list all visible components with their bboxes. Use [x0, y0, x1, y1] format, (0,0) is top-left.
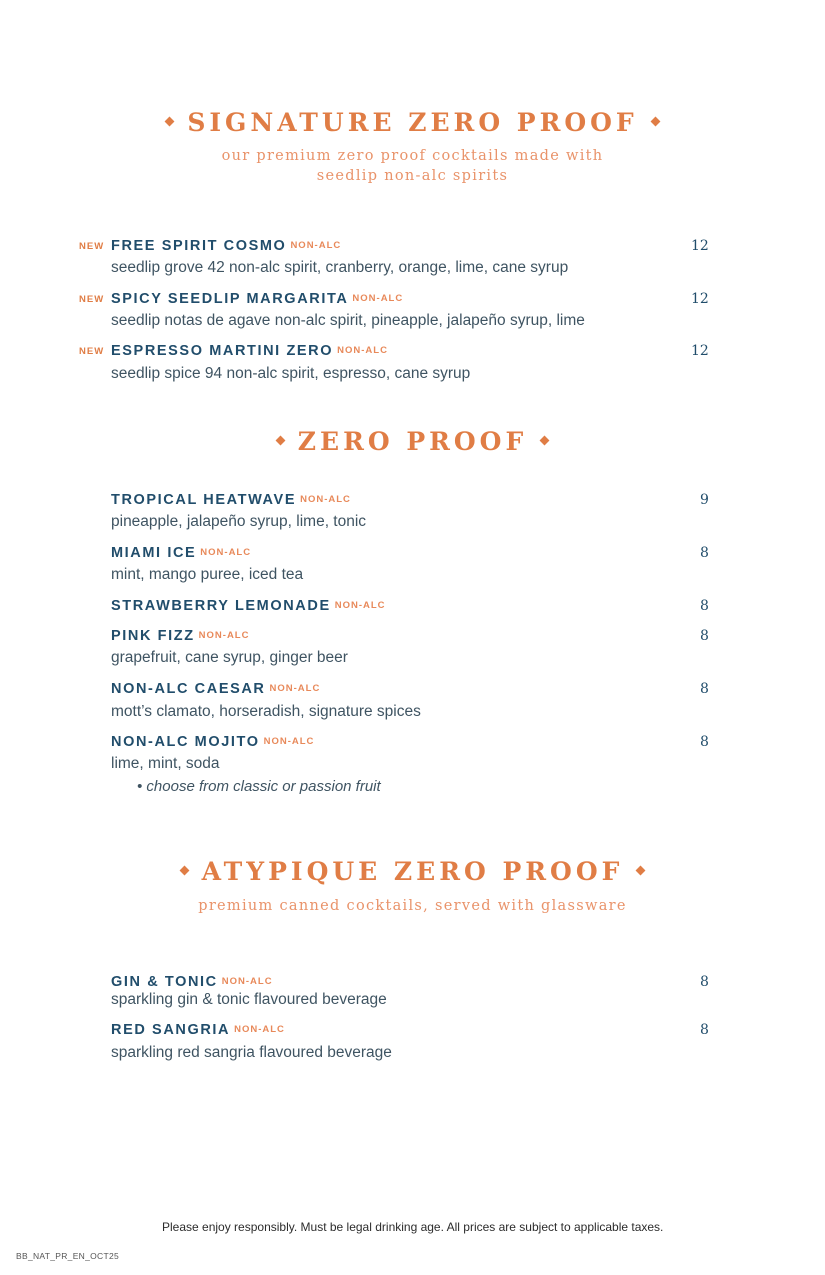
item-name [111, 1022, 285, 1038]
item-name [111, 598, 386, 614]
item-price: 9 [700, 492, 709, 508]
non-alc-tag: NON-ALC [352, 293, 404, 304]
item-name-text: TROPICAL HEATWAVE [111, 492, 297, 508]
item-name-text: FREE SPIRIT COSMO [111, 238, 287, 254]
diamond-icon [165, 117, 175, 127]
item-name [111, 734, 314, 750]
item-description: lime, mint, soda [111, 755, 220, 772]
section-title-signature [0, 108, 825, 137]
item-price: 12 [691, 291, 709, 307]
non-alc-tag: NON-ALC [300, 494, 351, 505]
item-name-text: PINK FIZZ [111, 628, 195, 644]
new-badge: NEW [79, 294, 105, 305]
item-description: mott’s clamato, horseradish, signature spices [111, 703, 421, 720]
item-name-text: STRAWBERRY LEMONADE [111, 598, 331, 614]
non-alc-tag: NON-ALC [269, 683, 321, 694]
new-badge: NEW [79, 346, 105, 357]
item-name-text: GIN & TONIC [111, 974, 218, 990]
item-price: 8 [700, 1022, 709, 1038]
non-alc-tag: NON-ALC [198, 630, 250, 641]
item-name-text: ESPRESSO MARTINI ZERO [111, 343, 334, 359]
item-name-text: RED SANGRIA [111, 1022, 231, 1038]
item-price: 8 [700, 628, 709, 644]
non-alc-tag: NON-ALC [337, 345, 388, 356]
item-name [111, 291, 403, 307]
section-title-text: ZERO PROOF [297, 427, 528, 456]
item-description: pineapple, jalapeño syrup, lime, tonic [111, 513, 367, 530]
item-name [111, 545, 251, 561]
subtitle-line: premium canned cocktails, served with glassware [198, 898, 627, 914]
subtitle-line: seedlip non-alc spirits [316, 168, 509, 184]
item-price: 12 [691, 238, 709, 254]
item-name-text: MIAMI ICE [111, 545, 197, 561]
non-alc-tag: NON-ALC [221, 976, 273, 987]
item-price: 12 [691, 343, 709, 359]
item-description: seedlip notas de agave non-alc spirit, pineapple, jalapeño syrup, lime [111, 312, 585, 329]
item-description: sparkling gin & tonic flavoured beverage [111, 991, 387, 1008]
section-subtitle-signature [0, 146, 825, 186]
section-title-zero-proof [0, 427, 825, 456]
new-badge: NEW [79, 241, 105, 252]
item-description: sparkling red sangria flavoured beverage [111, 1044, 392, 1061]
item-price: 8 [700, 545, 709, 561]
item-name-text: NON-ALC CAESAR [111, 681, 266, 697]
item-description: seedlip spice 94 non-alc spirit, espresso, cane syrup [111, 365, 471, 382]
section-subtitle-atypique [0, 896, 825, 916]
item-name-text: NON-ALC MOJITO [111, 734, 260, 750]
section-title-text: ATYPIQUE ZERO PROOF [201, 857, 624, 886]
item-price: 8 [700, 974, 709, 990]
item-name [111, 492, 351, 508]
non-alc-tag: NON-ALC [334, 600, 386, 611]
non-alc-tag: NON-ALC [234, 1024, 285, 1035]
item-description: seedlip grove 42 non-alc spirit, cranberry, orange, lime, cane syrup [111, 259, 569, 276]
item-note: • choose from classic or passion fruit [137, 778, 381, 795]
item-price: 8 [700, 734, 709, 750]
section-title-atypique [0, 857, 825, 886]
item-name [111, 681, 320, 697]
diamond-icon [636, 866, 646, 876]
item-name [111, 238, 341, 254]
non-alc-tag: NON-ALC [263, 736, 315, 747]
item-description: mint, mango puree, iced tea [111, 566, 304, 583]
diamond-icon [179, 866, 189, 876]
diamond-icon [540, 436, 550, 446]
non-alc-tag: NON-ALC [200, 547, 252, 558]
item-name [111, 628, 249, 644]
section-title-text: SIGNATURE ZERO PROOF [187, 108, 638, 137]
item-name [111, 974, 273, 990]
item-price: 8 [700, 598, 709, 614]
diamond-icon [650, 117, 660, 127]
subtitle-line: our premium zero proof cocktails made with [221, 148, 604, 164]
item-name [111, 343, 388, 359]
document-code: BB_NAT_PR_EN_OCT25 [16, 1251, 120, 1261]
item-name-text: SPICY SEEDLIP MARGARITA [111, 291, 349, 307]
diamond-icon [275, 436, 285, 446]
item-price: 8 [700, 681, 709, 697]
item-description: grapefruit, cane syrup, ginger beer [111, 649, 348, 666]
non-alc-tag: NON-ALC [290, 240, 342, 251]
disclaimer-text: Please enjoy responsibly. Must be legal drinking age. All prices are subject to applicable taxes. [162, 1220, 664, 1234]
